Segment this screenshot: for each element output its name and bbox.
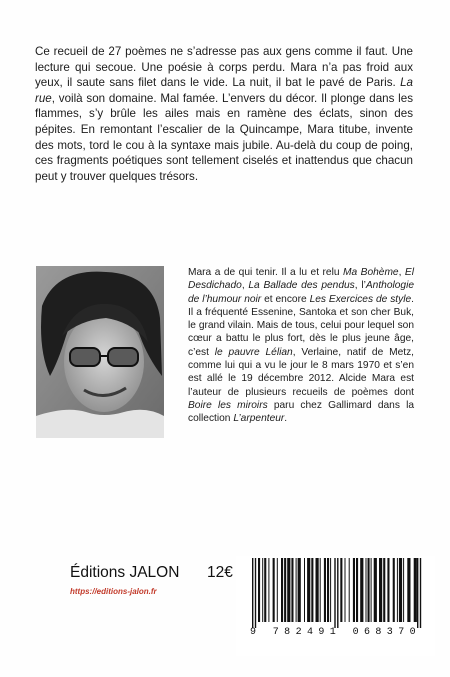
barcode-bar	[368, 558, 370, 622]
barcode-bar	[287, 558, 290, 622]
barcode-bar	[393, 558, 395, 622]
barcode-bar	[356, 558, 358, 622]
barcode-bar	[397, 558, 398, 622]
italic-title: Ma Bohème	[343, 267, 399, 278]
barcode-bar	[353, 558, 355, 622]
italic-title: Les Exercices de style	[309, 293, 412, 305]
barcode-bar	[374, 558, 377, 622]
isbn-number: 9 782491 068370	[249, 627, 421, 638]
back-cover-blurb	[35, 44, 413, 184]
barcode-bar	[281, 558, 283, 622]
isbn-barcode	[236, 556, 435, 656]
barcode-bar	[284, 558, 286, 622]
text-run: .	[284, 413, 288, 425]
barcode-bar	[387, 558, 389, 622]
barcode-bar	[311, 558, 313, 622]
italic-title: Anthologie de l’humour noir	[188, 280, 415, 305]
text-run: ,	[241, 280, 249, 292]
barcode-bar	[277, 558, 278, 622]
barcode-bar	[264, 558, 266, 622]
italic-title: El Desdichado	[188, 267, 414, 292]
publisher-name: Éditions JALON	[70, 564, 180, 581]
barcode-bar	[379, 558, 382, 622]
italic-title: le pauvre Lélian	[214, 346, 293, 358]
price: 12€	[207, 564, 233, 581]
barcode-bar	[304, 558, 305, 622]
barcode-bar	[360, 558, 363, 622]
barcode-bar	[291, 558, 293, 622]
barcode-bar	[273, 558, 275, 622]
barcode-guard-bar	[420, 558, 421, 628]
barcode-bar	[320, 558, 321, 622]
text-run: , l’	[354, 280, 366, 292]
barcode-guard-bar	[255, 558, 256, 628]
barcode-bar	[298, 558, 301, 622]
barcode-bar	[262, 558, 263, 622]
barcode-bar	[296, 558, 297, 622]
barcode-bar	[258, 558, 260, 622]
barcode-bar	[407, 558, 410, 622]
barcode-bar	[324, 558, 326, 622]
italic-title: La rue	[35, 76, 413, 105]
author-biography	[188, 266, 414, 426]
barcode-bar	[307, 558, 310, 622]
barcode-bar	[371, 558, 372, 622]
barcode-bar	[316, 558, 319, 622]
barcode-bars	[236, 556, 435, 628]
barcode-guard-bar	[337, 558, 338, 628]
barcode-bar	[330, 558, 331, 622]
text-run: paru chez Gallimard dans la collection	[188, 399, 414, 425]
barcode-bar	[414, 558, 417, 622]
italic-title: L’arpenteur	[233, 413, 285, 425]
barcode-bar	[340, 558, 342, 622]
text-run: et encore	[261, 293, 310, 305]
barcode-guard-bar	[417, 558, 418, 628]
barcode-guard-bar	[334, 558, 335, 628]
barcode-bar	[383, 558, 385, 622]
author-photo	[36, 266, 164, 438]
barcode-bar	[399, 558, 402, 622]
text-run: , voilà son domaine. Mal famée. L’envers du décor. Il plonge dans les flammes, s’y brûle les ailes mais en ramène des éclats, sinon des pépites. En remontant l’escalier de la Quincampe, Mara titube, invente des mots, tord le cou à la syntaxe mais jubile. Au-delà du coup de poing, ces fragments poétiques sont tellement ciselés et inattendus que chacun peut y trouver quelques trésors.	[35, 91, 413, 183]
text-run: Mara a de qui tenir. Il a lu et relu	[188, 267, 343, 278]
barcode-bar	[268, 558, 269, 622]
barcode-bar	[403, 558, 404, 622]
barcode-bar	[349, 558, 350, 622]
barcode-guard-bar	[252, 558, 253, 628]
text-run: . Il a fréquenté Essenine, Santoka et son cher Buk, le grand vilain. Mais de tous, celui pour lequel son cœur a battu le plus fort, dès le plus jeune âge, c’est	[188, 293, 414, 358]
text-run: Ce recueil de 27 poèmes ne s’adresse pas aux gens comme il faut. Une lecture qui secoue. Une poésie à corps perdu. Mara n’a pas froid aux yeux, il saute sans filet dans le vide. La nuit, il bat le pavé de Paris.	[35, 45, 413, 90]
text-run: ,	[398, 267, 405, 278]
text-run: , Verlaine, natif de Metz, comme lui qui a vu le jour le 8 mars 1970 et s’en est allé le 19 décembre 2012. Alcide Mara est l’auteur de plusieurs recueils de poèmes dont	[188, 346, 415, 398]
italic-title: La Ballade des pendus	[248, 280, 355, 292]
barcode-bar	[327, 558, 329, 622]
barcode-bar	[345, 558, 346, 622]
italic-title: Boire les miroirs	[188, 399, 268, 411]
barcode-bar	[366, 558, 367, 622]
publisher-url[interactable]: https://editions-jalon.fr	[70, 587, 157, 596]
